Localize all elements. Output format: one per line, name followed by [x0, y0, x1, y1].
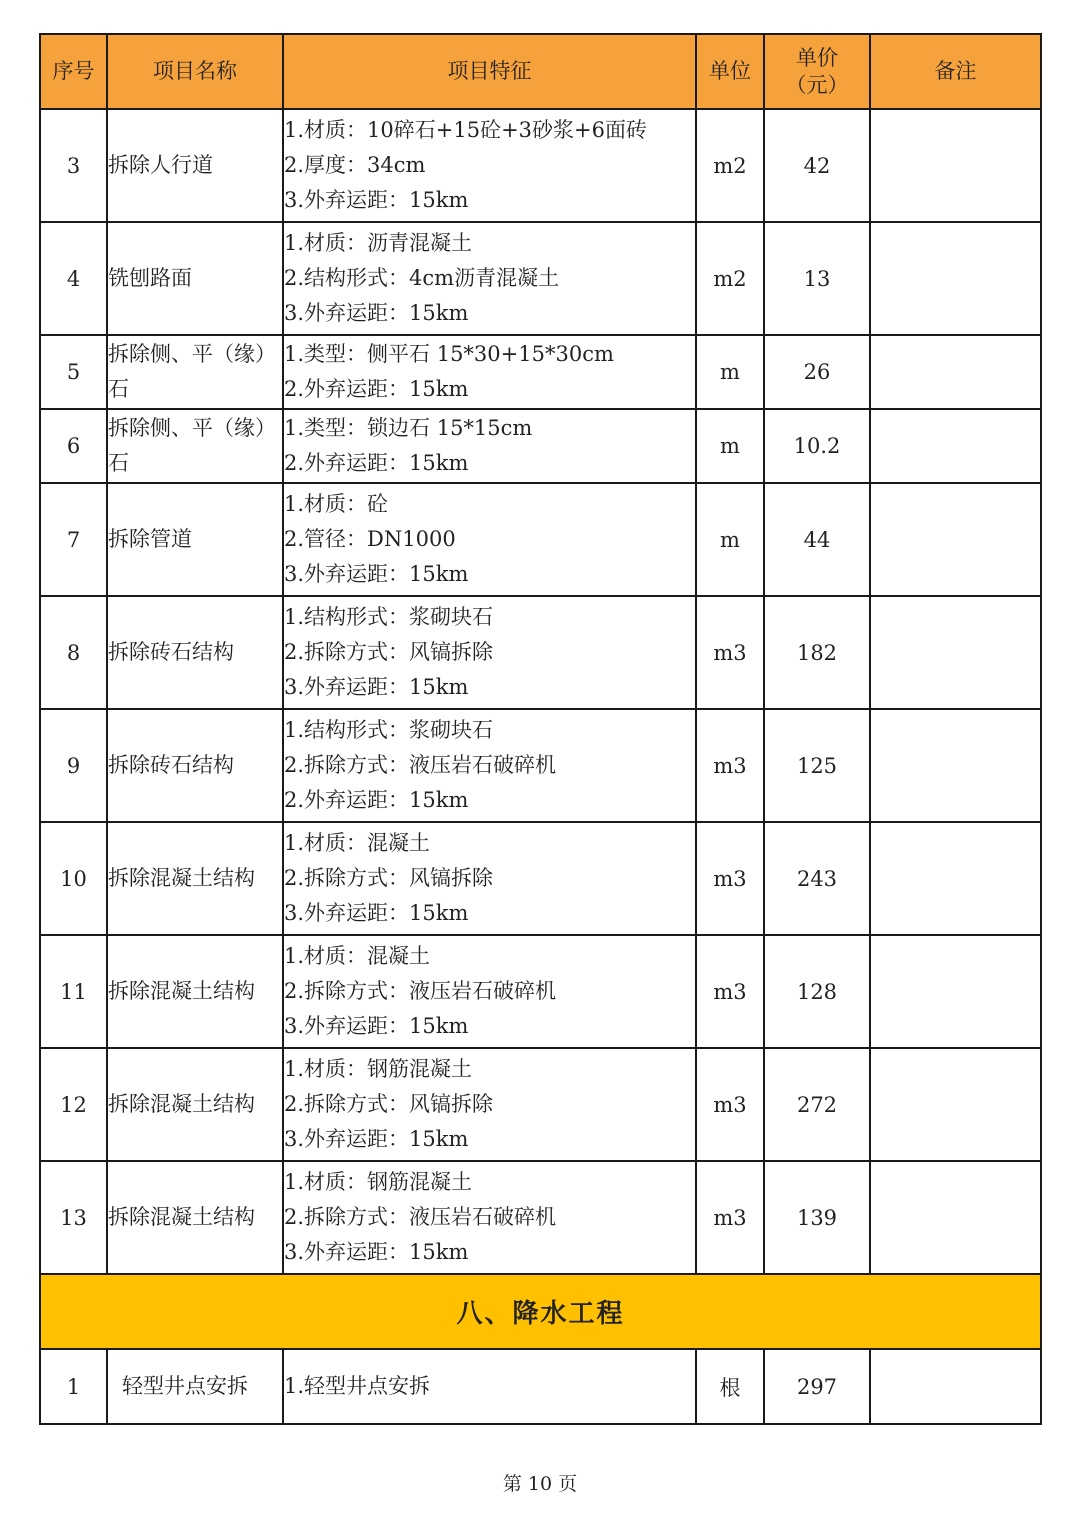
- bill-of-quantities-table: [39, 33, 1042, 1425]
- row-remark: [870, 822, 1041, 935]
- row-price: 128: [764, 935, 870, 1048]
- row-name: 拆除混凝土结构: [107, 1048, 283, 1161]
- feature-line: 3.外弃运距：15km: [284, 188, 469, 212]
- header-unit: 单位: [696, 34, 764, 109]
- row-no: 5: [40, 335, 107, 409]
- row-no: 10: [40, 822, 107, 935]
- feature-line: 1.材质：混凝土: [284, 944, 431, 968]
- row-name: 铣刨路面: [107, 222, 283, 335]
- row-features: [283, 409, 696, 483]
- row-features: [283, 935, 696, 1048]
- feature-line: 2.拆除方式：液压岩石破碎机: [284, 753, 557, 777]
- row-features: [283, 109, 696, 222]
- row-no: 3: [40, 109, 107, 222]
- row-unit: m3: [696, 935, 764, 1048]
- header-price: [764, 34, 870, 109]
- feature-line: 1.类型：侧平石 15*30+15*30cm: [284, 342, 614, 366]
- row-name: 拆除侧、平（缘）石: [107, 409, 283, 483]
- feature-line: 2.结构形式：4cm沥青混凝土: [284, 266, 560, 290]
- row-no: 4: [40, 222, 107, 335]
- header-name: 项目名称: [107, 34, 283, 109]
- page-number: 第 10 页: [502, 1473, 578, 1495]
- row-features: [283, 1349, 696, 1424]
- feature-line: 2.管径：DN1000: [284, 527, 456, 551]
- feature-line: 2.厚度：34cm: [284, 153, 426, 177]
- row-price: 13: [764, 222, 870, 335]
- feature-line: 3.外弃运距：15km: [284, 901, 469, 925]
- row-price: 297: [764, 1349, 870, 1424]
- row-unit: m2: [696, 222, 764, 335]
- row-name: 拆除管道: [107, 483, 283, 596]
- table-header: [40, 34, 1041, 109]
- row-unit: m3: [696, 1161, 764, 1274]
- feature-line: 3.外弃运距：15km: [284, 301, 469, 325]
- row-no: 6: [40, 409, 107, 483]
- table-body: [40, 109, 1041, 1274]
- header-feature: 项目特征: [283, 34, 696, 109]
- feature-line: 2.外弃运距：15km: [284, 788, 469, 812]
- feature-line: 1.轻型井点安拆: [284, 1374, 431, 1398]
- table-row: [40, 709, 1041, 822]
- table-row: [40, 222, 1041, 335]
- row-no: 7: [40, 483, 107, 596]
- row-name: 轻型井点安拆: [107, 1349, 283, 1424]
- row-name: 拆除侧、平（缘）石: [107, 335, 283, 409]
- row-price: 42: [764, 109, 870, 222]
- feature-line: 2.拆除方式：风镐拆除: [284, 1092, 494, 1116]
- header-price-line1: 单价: [796, 46, 838, 71]
- row-remark: [870, 335, 1041, 409]
- row-remark: [870, 1161, 1041, 1274]
- row-price: 125: [764, 709, 870, 822]
- row-no: 9: [40, 709, 107, 822]
- row-remark: [870, 409, 1041, 483]
- row-features: [283, 222, 696, 335]
- table-row: [40, 1161, 1041, 1274]
- row-name: 拆除人行道: [107, 109, 283, 222]
- table-row: [40, 822, 1041, 935]
- row-unit: m: [696, 335, 764, 409]
- table-row: [40, 1048, 1041, 1161]
- row-name: 拆除混凝土结构: [107, 1161, 283, 1274]
- row-no: 8: [40, 596, 107, 709]
- feature-line: 2.外弃运距：15km: [284, 377, 469, 401]
- feature-line: 2.外弃运距：15km: [284, 451, 469, 475]
- feature-line: 1.材质：10碎石+15砼+3砂浆+6面砖: [284, 118, 647, 142]
- feature-line: 1.材质：钢筋混凝土: [284, 1057, 473, 1081]
- feature-line: 2.拆除方式：风镐拆除: [284, 640, 494, 664]
- row-features: [283, 1161, 696, 1274]
- section-body: [40, 1274, 1041, 1349]
- row-price: 243: [764, 822, 870, 935]
- row-unit: m3: [696, 822, 764, 935]
- header-no: 序号: [40, 34, 107, 109]
- feature-line: 1.材质：混凝土: [284, 831, 431, 855]
- feature-line: 3.外弃运距：15km: [284, 675, 469, 699]
- table-row: [40, 1349, 1041, 1424]
- feature-line: 3.外弃运距：15km: [284, 562, 469, 586]
- row-price: 182: [764, 596, 870, 709]
- table-row: [40, 483, 1041, 596]
- row-features: [283, 483, 696, 596]
- feature-line: 1.结构形式：浆砌块石: [284, 718, 494, 742]
- feature-line: 3.外弃运距：15km: [284, 1014, 469, 1038]
- feature-line: 1.材质：钢筋混凝土: [284, 1170, 473, 1194]
- feature-line: 3.外弃运距：15km: [284, 1240, 469, 1264]
- row-name: 拆除砖石结构: [107, 596, 283, 709]
- table-row: [40, 335, 1041, 409]
- row-remark: [870, 709, 1041, 822]
- row-features: [283, 335, 696, 409]
- feature-line: 2.拆除方式：液压岩石破碎机: [284, 1205, 557, 1229]
- row-unit: m: [696, 409, 764, 483]
- row-remark: [870, 596, 1041, 709]
- feature-line: 2.拆除方式：风镐拆除: [284, 866, 494, 890]
- header-row: [40, 34, 1041, 109]
- row-unit: m2: [696, 109, 764, 222]
- row-name: 拆除混凝土结构: [107, 822, 283, 935]
- section-table-body: [40, 1349, 1041, 1424]
- row-remark: [870, 935, 1041, 1048]
- feature-line: 1.结构形式：浆砌块石: [284, 605, 494, 629]
- row-features: [283, 822, 696, 935]
- row-name: 拆除混凝土结构: [107, 935, 283, 1048]
- row-unit: m3: [696, 709, 764, 822]
- row-price: 10.2: [764, 409, 870, 483]
- row-features: [283, 709, 696, 822]
- section-row: [40, 1274, 1041, 1349]
- section-title: 八、降水工程: [40, 1274, 1041, 1349]
- row-unit: 根: [696, 1349, 764, 1424]
- row-unit: m3: [696, 596, 764, 709]
- row-price: 26: [764, 335, 870, 409]
- header-remark: 备注: [870, 34, 1041, 109]
- row-unit: m3: [696, 1048, 764, 1161]
- row-features: [283, 1048, 696, 1161]
- row-remark: [870, 1048, 1041, 1161]
- row-remark: [870, 222, 1041, 335]
- row-name: 拆除砖石结构: [107, 709, 283, 822]
- row-no: 1: [40, 1349, 107, 1424]
- feature-line: 1.材质：沥青混凝土: [284, 231, 473, 255]
- feature-line: 3.外弃运距：15km: [284, 1127, 469, 1151]
- row-price: 272: [764, 1048, 870, 1161]
- row-remark: [870, 1349, 1041, 1424]
- row-price: 139: [764, 1161, 870, 1274]
- row-no: 11: [40, 935, 107, 1048]
- row-remark: [870, 483, 1041, 596]
- table-row: [40, 596, 1041, 709]
- feature-line: 1.类型：锁边石 15*15cm: [284, 416, 533, 440]
- row-features: [283, 596, 696, 709]
- row-remark: [870, 109, 1041, 222]
- row-unit: m: [696, 483, 764, 596]
- feature-line: 1.材质：砼: [284, 492, 389, 516]
- table-row: [40, 109, 1041, 222]
- header-price-line2: （元）: [785, 72, 849, 97]
- row-no: 13: [40, 1161, 107, 1274]
- table-row: [40, 409, 1041, 483]
- table-row: [40, 935, 1041, 1048]
- feature-line: 2.拆除方式：液压岩石破碎机: [284, 979, 557, 1003]
- row-price: 44: [764, 483, 870, 596]
- row-no: 12: [40, 1048, 107, 1161]
